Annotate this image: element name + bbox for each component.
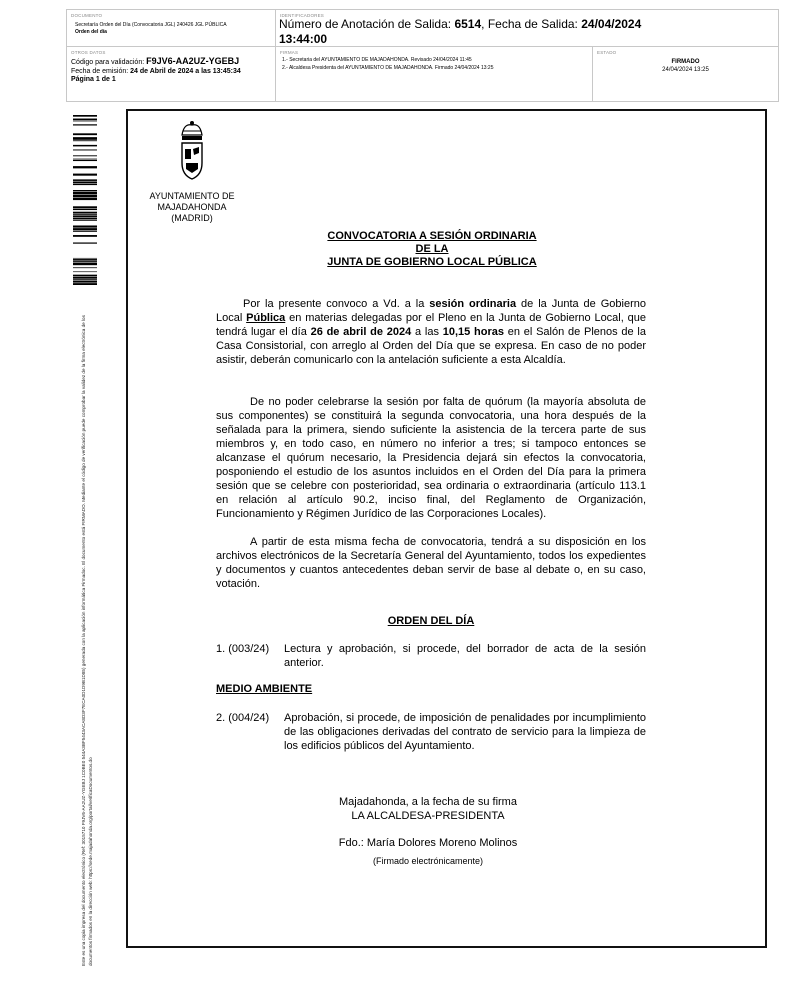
estado-label: ESTADO bbox=[597, 50, 617, 55]
anotacion-salida: Número de Anotación de Salida: 6514, Fecha de Salida: 24/04/2024 13:44:00 bbox=[279, 17, 642, 46]
identificadores-cell bbox=[276, 10, 778, 47]
otros-label: OTROS DATOS bbox=[71, 50, 106, 55]
agenda-item-text: Lectura y aprobación, si procede, del borrador de acta de la sesión anterior. bbox=[284, 643, 646, 669]
verification-side-text: Este es una copia impresa del documento electrónico (Ref: 3015710 F9JV6-AA2UZ-YGEBJ 1C0BE0 544A3BF5443ACA8D3F7ECA0D1D9B1D85) generada con la aplicación informática Firmadoc. El documento está FIRMADO. Mediante el código de verificación puede comprobar la validez de la firma electrónica de los documentos firmados en la dirección web: https://sede.majadahonda.org/portal/verificaDocumentos.do bbox=[81, 315, 93, 966]
agenda-item-number: 1. (003/24) bbox=[216, 643, 270, 655]
firmas-cell bbox=[276, 47, 593, 101]
orden-del-dia-heading: ORDEN DEL DÍA bbox=[387, 615, 475, 627]
hora-salida: 13:44:00 bbox=[279, 32, 328, 46]
paragraph-convocatoria: Por la presente convoco a Vd. a la sesión ordinaria de la Junta de Gobierno Local Pública en materias delegadas por el Pleno en la Junta de Gobierno Local, que tendrá lugar el día 26 de abril de 2024 a las 10,15 horas en el Salón de Plenos de la Casa Consistorial, con arreglo al Orden del Día que se expresa. En caso de no poder asistir, deberán comunicarlo con la antelación suficiente a esta Alcaldía. bbox=[216, 298, 647, 366]
identificadores-label: IDENTIFICADORES bbox=[280, 13, 325, 18]
agenda-item bbox=[216, 642, 646, 670]
otros-datos-cell bbox=[67, 47, 276, 101]
barcode-icon bbox=[73, 115, 97, 285]
section-heading: MEDIO AMBIENTE bbox=[216, 683, 313, 695]
document-header bbox=[66, 9, 779, 102]
agenda-item bbox=[216, 711, 646, 753]
ayuntamiento-name: AYUNTAMIENTO DE MAJADAHONDA (MADRID) bbox=[149, 191, 235, 223]
pagina-info: Página 1 de 1 bbox=[71, 76, 116, 83]
firma-1: 1.- Secretaria del AYUNTAMIENTO DE MAJADAHONDA. Revisado 24/04/2024 11:45 bbox=[282, 57, 472, 63]
documento-line2: Orden del día bbox=[75, 29, 107, 35]
fecha-salida: 24/04/2024 bbox=[581, 17, 642, 31]
estado-cell bbox=[593, 47, 778, 101]
codigo-value[interactable]: F9JV6-AA2UZ-YGEBJ bbox=[146, 56, 240, 66]
estado-fecha: 24/04/2024 13:25 bbox=[662, 67, 709, 73]
agenda-item-text: Aprobación, si procede, de imposición de penalidades por incumplimiento de las obligaciones derivadas del contrato de servicio para la limpieza de los edificios públicos del Ayuntamiento. bbox=[284, 712, 646, 752]
document-page bbox=[126, 109, 767, 948]
firma-2: 2.- Alcaldesa Presidenta del AYUNTAMIENTO DE MAJADAHONDA. Firmado 24/04/2024 13:25 bbox=[282, 64, 494, 71]
signature-place-date: Majadahonda, a la fecha de su firma bbox=[339, 796, 517, 808]
signature-note: (Firmado electrónicamente) bbox=[372, 856, 484, 866]
document-title: CONVOCATORIA A SESIÓN ORDINARIA DE LA JUNTA DE GOBIERNO LOCAL PÚBLICA bbox=[327, 230, 537, 268]
fecha-emision: Fecha de emisión: 24 de Abril de 2024 a las 13:45:34 bbox=[71, 67, 241, 75]
signature-role: LA ALCALDESA-PRESIDENTA bbox=[351, 810, 505, 822]
firmas-label: FIRMAS bbox=[280, 50, 299, 55]
paragraph-documentacion: A partir de esta misma fecha de convocatoria, tendrá a su disposición en los archivos electrónicos de la Secretaría General del Ayuntamiento, todos los expedientes y documentos y cuantos antecedentes deban servir de base al debate o, en su caso, votación. bbox=[216, 536, 646, 590]
paragraph-quorum: De no poder celebrarse la sesión por falta de quórum (la mayoría absoluta de sus componentes) se constituirá la segunda convocatoria, una hora después de la señalada para la primera, siendo suficiente la asistencia de la tercera parte de sus miembros y, en todo caso, en número no inferior a tres; si tampoco entonces se alcanzase el quórum necesario, la Presidencia dejará sin efectos la convocatoria, posponiendo el estudio de los asuntos incluidos en el Orden del Día para la primera sesión que se celebre con posterioridad, sea ordinaria o extraordinaria (artículo 113.1 en relación al artículo 90.2, inciso final, del Reglamento de Organización, Funcionamiento y Régimen Jurídico de las Corporaciones Locales). bbox=[216, 396, 646, 520]
documento-cell bbox=[67, 10, 276, 47]
coat-of-arms-icon bbox=[176, 119, 208, 185]
codigo-validacion: Código para validación: F9JV6-AA2UZ-YGEBJ bbox=[71, 56, 240, 66]
agenda-item-number: 2. (004/24) bbox=[216, 712, 270, 724]
estado-value: FIRMADO bbox=[671, 59, 700, 65]
anotacion-number: 6514 bbox=[454, 17, 482, 31]
documento-line1: Secretaría Orden del Día (Convocatoria JGL) 240426 JGL PÚBLICA bbox=[75, 22, 227, 28]
documento-label: DOCUMENTO bbox=[71, 13, 103, 18]
signature-name: Fdo.: María Dolores Moreno Molinos bbox=[338, 837, 518, 849]
